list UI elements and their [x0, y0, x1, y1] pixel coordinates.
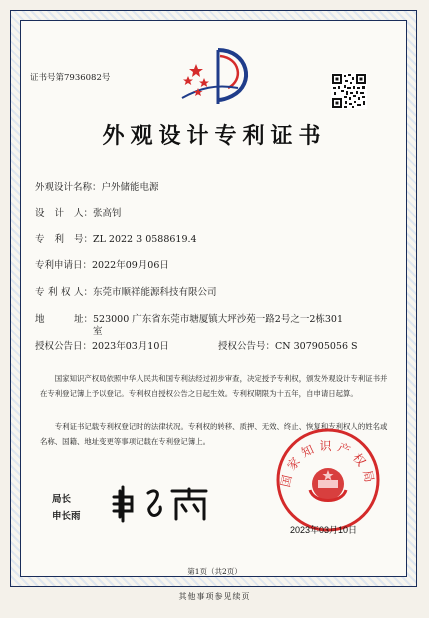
qr-code-icon [331, 73, 367, 109]
patent-number-label: 专 利 号： [35, 234, 93, 245]
field-design-name [35, 179, 159, 193]
page-number: 第1页（共2页） [187, 567, 242, 576]
field-address [35, 311, 343, 325]
certificate-title: 外观设计专利证书 [102, 123, 327, 149]
official-seal-icon [274, 426, 382, 534]
field-grant-number [218, 338, 358, 352]
notice-paragraph-2: 专利证书记载专利权登记时的法律状况。专利权的转移、质押、无效、终止、恢复和专利权人的姓名或名称、国籍、地址变更等事项记载在专利登记簿上。 [40, 422, 388, 446]
designer-label: 设 计 人： [35, 208, 93, 219]
certificate-number: 证书号第7936082号 [30, 73, 111, 83]
field-patent-number [35, 231, 197, 245]
patentee-label: 专 利 权 人： [35, 287, 93, 298]
grant-date-label: 授权公告日： [35, 341, 93, 352]
director-title: 局长 [52, 494, 72, 505]
seal-date: 2023年03月10日 [290, 525, 358, 535]
address-label: 地 址： [35, 314, 93, 325]
design-name-label: 外观设计名称： [35, 182, 102, 193]
notice-paragraph-1: 国家知识产权局依照中华人民共和国专利法经过初步审查，决定授予专利权，颁发外观设计专利证书并在专利登记簿上予以登记。专利权自授权公告之日起生效。专利权期限为十五年，自申请日起算。 [40, 374, 388, 398]
field-grant-date [35, 338, 169, 352]
field-patentee [35, 284, 217, 298]
cnipa-logo-icon [176, 44, 258, 114]
designer-value: 张高钊 [93, 208, 122, 219]
field-filing-date [35, 257, 169, 271]
director-name: 申长雨 [52, 511, 81, 522]
address-value-line2: 室 [93, 326, 103, 337]
design-name-value: 户外储能电源 [101, 182, 159, 193]
seal-ring-text: 国家知识产权局 [278, 439, 378, 489]
grant-date-value: 2023年03月10日 [92, 341, 169, 352]
grant-number-label: 授权公告号： [218, 341, 276, 352]
director-signature-icon [110, 483, 220, 523]
filing-date-label: 专利申请日： [35, 260, 93, 271]
grant-number-value: CN 307905056 S [275, 341, 358, 352]
patent-number-value: ZL 2022 3 0588619.4 [93, 234, 197, 245]
field-designer [35, 205, 122, 219]
filing-date-value: 2022年09月06日 [92, 260, 169, 271]
patentee-value: 东莞市顺祥能源科技有限公司 [93, 287, 217, 298]
address-value-line1: 523000 广东省东莞市塘厦镇大坪沙苑一路2号之一2栋301 [93, 314, 344, 325]
footer-note: 其他事项参见续页 [178, 592, 251, 601]
